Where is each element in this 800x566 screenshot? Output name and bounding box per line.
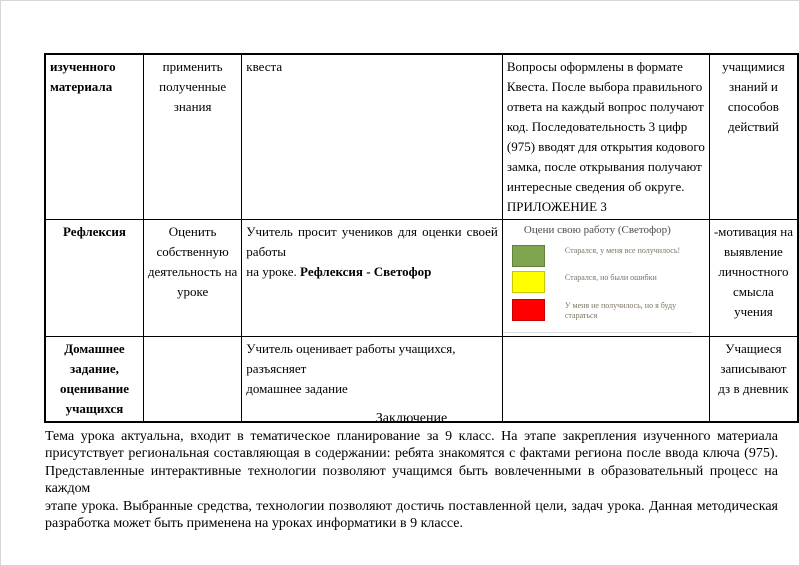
red-swatch <box>512 299 545 321</box>
traffic-light-title: Оцени свою работу (Светофор) <box>523 224 671 236</box>
teacher-activity-cell <box>242 220 503 337</box>
conclusion-paragraph: Тема урока актуальна, входит в тематическое планирование за 9 класс. На этапе закрепления изученного материала присутствует региональная составляющая в содержании: ребята знакомятся с фактами региона после ввода ключа (975). Представленные интерактивные технологии позволяют учащимся быть вовлеченными в образовательный процесс на каждом этапе урока. Выбранные средства, технологии позволяют достичь поставленной цели, задач урока. Данная методическая разработка может быть применена на уроках информатики в 9 классе. <box>45 429 778 532</box>
yellow-swatch <box>512 271 545 293</box>
conclusion-heading: Заключение <box>375 411 448 426</box>
objective-cell: применить полученные знания <box>143 54 241 220</box>
yellow-swatch-label: Старался, но были ошибки <box>564 273 657 282</box>
traffic-light-image-cell <box>502 220 709 337</box>
result-cell: учащимися знаний и способов действий <box>709 54 798 220</box>
result-cell: Учащиеся записывают дз в дневник <box>709 337 798 423</box>
conclusion-section <box>45 409 778 532</box>
objective-cell: Оценить собственную деятельность на уроке <box>143 220 241 337</box>
teacher-activity-cell: квеста <box>242 54 503 220</box>
table-row <box>45 54 798 220</box>
reflection-instruction-line: на уроке. Рефлексия - Светофор <box>246 264 432 279</box>
green-swatch <box>512 245 545 267</box>
red-swatch-label: У меня не получилось, но я буду стараться <box>564 301 677 320</box>
stage-cell: Рефлексия <box>45 220 143 337</box>
reflection-instruction-line: Учитель просит учеников для оценки своей работы <box>246 224 498 259</box>
stage-cell: изученного материала <box>45 54 143 220</box>
content-details-cell: Вопросы оформлены в формате Квеста. После выбора правильного ответа на каждый вопрос получают код. Последовательность 3 цифр (975) вводят для открытия кодового замка, после открывания получают интересные сведения об округе. ПРИЛОЖЕНИЕ 3 <box>502 54 709 220</box>
traffic-light-image <box>503 220 692 333</box>
table-row <box>45 220 798 337</box>
lesson-plan-table <box>44 53 799 423</box>
result-cell: -мотивация на выявление личностного смысла учения <box>709 220 798 337</box>
stage-cell: Домашнее задание, оценивание учащихся <box>45 337 143 423</box>
reflection-method-label: Рефлексия - Светофор <box>300 264 432 279</box>
teacher-activity-cell: Учитель оценивает работы учащихся, разъясняет домашнее задание <box>242 337 503 423</box>
green-swatch-label: Старался, у меня все получилось! <box>564 246 681 255</box>
